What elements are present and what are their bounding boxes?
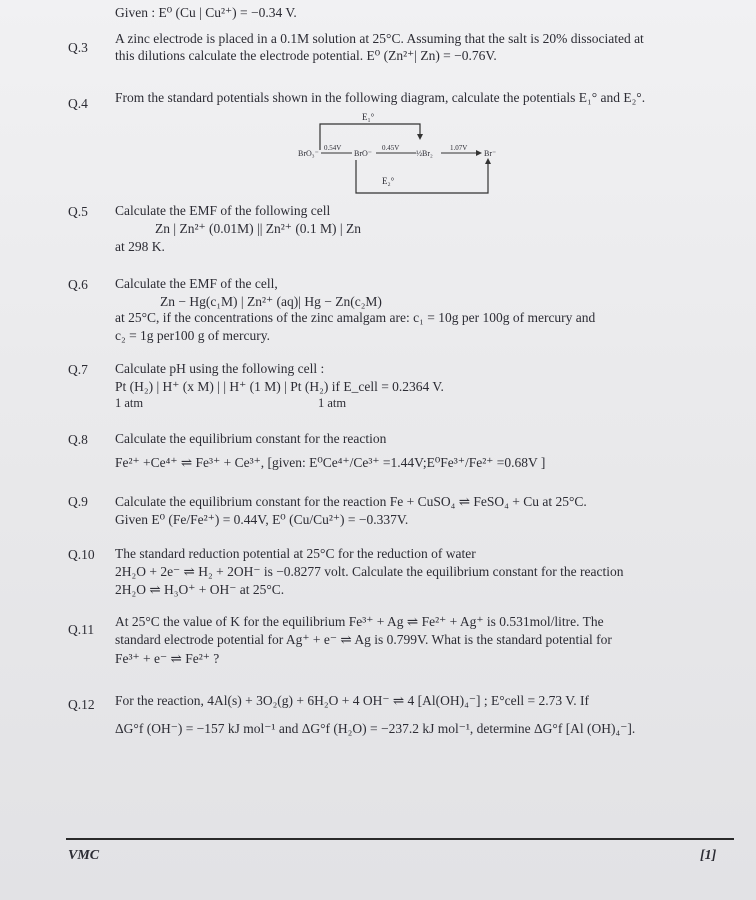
question-text: ΔG°f (OH⁻) = −157 kJ mol⁻¹ and ΔG°f (H₂O) = −237.2 kJ mol⁻¹, determine ΔG°f [Al (OH)₄⁻]. xyxy=(115,721,636,736)
question-text: standard electrode potential for Ag⁺ + e⁻ ⇌ Ag is 0.799V. What is the standard potential for xyxy=(115,632,612,647)
question-text: Calculate the equilibrium constant for the reaction xyxy=(115,431,387,446)
question-text: Zn − Hg(c₁M) | Zn²⁺ (aq)| Hg − Zn(c₂M) xyxy=(160,294,382,309)
question-text: Given E⁰ (Fe/Fe²⁺) = 0.44V, E⁰ (Cu/Cu²⁺) = −0.337V. xyxy=(115,512,409,527)
question-text: Pt (H₂) | H⁺ (x M) | | H⁺ (1 M) | Pt (H₂) if E_cell = 0.2364 V. xyxy=(115,379,444,394)
question-number: Q.8 xyxy=(68,432,88,447)
question-number: Q.9 xyxy=(68,494,88,509)
question-text: Calculate the equilibrium constant for the reaction Fe + CuSO₄ ⇌ FeSO₄ + Cu at 25°C. xyxy=(115,494,587,509)
question-text: Calculate the EMF of the cell, xyxy=(115,276,278,291)
question-text: The standard reduction potential at 25°C for the reduction of water xyxy=(115,546,476,561)
question-number: Q.5 xyxy=(68,204,88,219)
question-text: this dilutions calculate the electrode potential. E⁰ (Zn²⁺| Zn) = −0.76V. xyxy=(115,48,497,63)
question-text: 1 atm xyxy=(115,396,144,410)
question-text: Fe²⁺ +Ce⁴⁺ ⇌ Fe³⁺ + Ce³⁺, [given: E⁰Ce⁴⁺/Ce³⁺ =1.44V;E⁰Fe³⁺/Fe²⁺ =0.68V ] xyxy=(115,455,546,470)
e1-label: E₁° xyxy=(362,112,375,122)
question-text: c₂ = 1g per100 g of mercury. xyxy=(115,328,271,343)
page-number: [1] xyxy=(700,848,717,863)
question-text: At 25°C the value of K for the equilibrium Fe³⁺ + Ag ⇌ Fe²⁺ + Ag⁺ is 0.531mol/litre. The xyxy=(115,614,604,629)
question-text: 2H₂O + 2e⁻ ⇌ H₂ + 2OH⁻ is −0.8277 volt. Calculate the equilibrium constant for the reaction xyxy=(115,564,624,579)
question-text: Zn | Zn²⁺ (0.01M) || Zn²⁺ (0.1 M) | Zn xyxy=(155,221,362,236)
question-text: at 25°C, if the concentrations of the zinc amalgam are: c₁ = 10g per 100g of mercury and xyxy=(115,310,596,325)
potential-label: 1.07V xyxy=(450,144,468,152)
question-text: 1 atm xyxy=(318,396,347,410)
question-number: Q.10 xyxy=(68,547,95,562)
potential-label: 0.54V xyxy=(324,144,342,152)
question-text: 2H₂O ⇌ H₃O⁺ + OH⁻ at 25°C. xyxy=(115,582,285,597)
question-number: Q.4 xyxy=(68,96,88,111)
question-text: Fe³⁺ + e⁻ ⇌ Fe²⁺ ? xyxy=(115,651,220,666)
question-text: Calculate pH using the following cell : xyxy=(115,361,325,376)
question-text: Calculate the EMF of the following cell xyxy=(115,203,331,218)
question-text: at 298 K. xyxy=(115,239,165,254)
question-number: Q.6 xyxy=(68,277,88,292)
potential-label: 0.45V xyxy=(382,144,400,152)
e2-label: E₂° xyxy=(382,176,395,186)
species-bro3: BrO₃⁻ xyxy=(298,149,319,158)
species-br: Br⁻ xyxy=(484,149,497,158)
question-text: From the standard potentials shown in the following diagram, calculate the potentials E₁° and E₂°. xyxy=(115,90,646,105)
question-text: A zinc electrode is placed in a 0.1M solution at 25°C. Assuming that the salt is 20% dissociated at xyxy=(115,31,644,46)
given-line: Given : E⁰ (Cu | Cu²⁺) = −0.34 V. xyxy=(115,5,297,20)
potential-diagram xyxy=(296,110,516,200)
species-bro: BrO⁻ xyxy=(354,149,372,158)
question-number: Q.11 xyxy=(68,622,95,637)
question-number: Q.3 xyxy=(68,40,88,55)
species-br2: ½Br₂ xyxy=(416,149,433,158)
footer-brand: VMC xyxy=(68,848,100,863)
question-number: Q.12 xyxy=(68,697,95,712)
question-number: Q.7 xyxy=(68,362,88,377)
footer-divider xyxy=(66,838,734,840)
question-text: For the reaction, 4Al(s) + 3O₂(g) + 6H₂O + 4 OH⁻ ⇌ 4 [Al(OH)₄⁻] ; E°cell = 2.73 V. If xyxy=(115,693,589,708)
